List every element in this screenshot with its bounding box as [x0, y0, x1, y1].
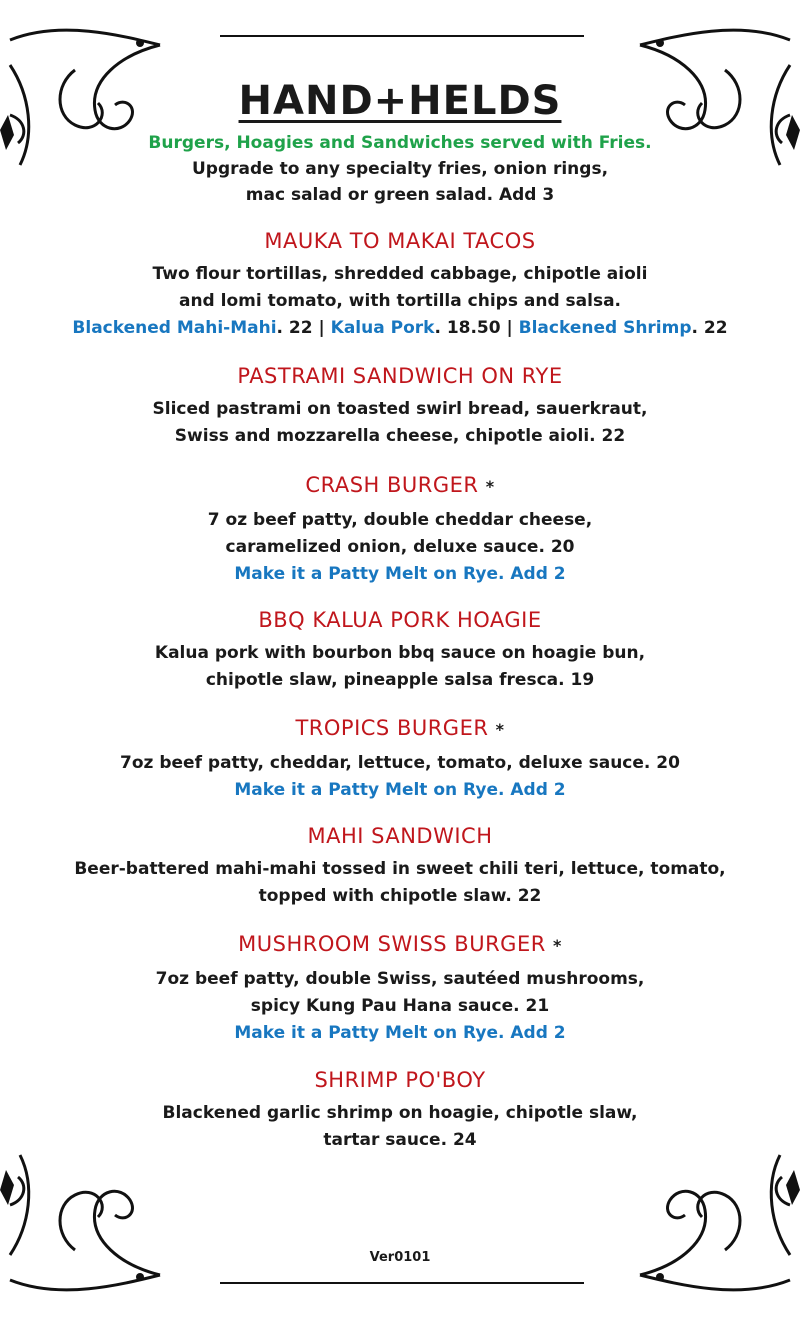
intro [0, 130, 800, 208]
description-line: topped with chipotle slaw. 22 [258, 886, 542, 906]
item-description [0, 856, 800, 910]
raw-warning-star: * [495, 720, 505, 739]
description-line: 7oz beef patty, double Swiss, sautéed mushrooms, [155, 969, 645, 989]
option-price: . 22 | [276, 318, 331, 338]
description-line: Sliced pastrami on toasted swirl bread, sauerkraut, [152, 399, 648, 419]
item-description [0, 507, 800, 588]
item-name: PASTRAMI SANDWICH ON RYE [237, 364, 563, 388]
addon-line: Make it a Patty Melt on Rye. Add 2 [234, 564, 566, 584]
item-name: MAUKA TO MAKAI TACOS [264, 229, 536, 253]
item-name: CRASH BURGER [305, 473, 479, 497]
item-name: SHRIMP PO'BOY [314, 1068, 486, 1092]
menu-item [0, 1066, 800, 1154]
item-name-row [0, 930, 800, 960]
addon-line: Make it a Patty Melt on Rye. Add 2 [234, 780, 566, 800]
item-description [0, 1100, 800, 1154]
description-line: Two flour tortillas, shredded cabbage, chipotle aioli [152, 264, 648, 284]
item-name: MAHI SANDWICH [307, 824, 493, 848]
menu-item [0, 362, 800, 450]
item-name: BBQ KALUA PORK HOAGIE [258, 608, 542, 632]
option-price: . 18.50 | [434, 318, 519, 338]
intro-subtitle: Burgers, Hoagies and Sandwiches served with Fries. [148, 133, 652, 153]
description-line: spicy Kung Pau Hana sauce. 21 [250, 996, 550, 1016]
description-line: and lomi tomato, with tortilla chips and salsa. [178, 291, 621, 311]
menu-item [0, 822, 800, 910]
menu-item [0, 714, 800, 804]
intro-line: Upgrade to any specialty fries, onion rings, [191, 159, 609, 179]
item-name: TROPICS BURGER [295, 716, 489, 740]
description-line: chipotle slaw, pineapple salsa fresca. 19 [205, 670, 595, 690]
option-price: . 22 [691, 318, 728, 338]
raw-warning-star: * [553, 936, 562, 955]
item-description [0, 640, 800, 694]
description-line: caramelized onion, deluxe sauce. 20 [225, 537, 575, 557]
option-mahi: Blackened Mahi-Mahi [72, 318, 277, 338]
menu-item [0, 930, 800, 1047]
description-line: Blackened garlic shrimp on hoagie, chipotle slaw, [162, 1103, 638, 1123]
description-line: 7 oz beef patty, double cheddar cheese, [207, 510, 593, 530]
options-line [0, 315, 800, 342]
bottom-rule [220, 1282, 584, 1284]
item-name-row [0, 714, 800, 744]
description-line: 7oz beef patty, cheddar, lettuce, tomato, deluxe sauce. 20 [120, 753, 680, 773]
description-line: Kalua pork with bourbon bbq sauce on hoagie bun, [154, 643, 646, 663]
item-name-row [0, 471, 800, 501]
top-rule [220, 35, 584, 37]
swirl-ornament-icon [0, 1135, 175, 1295]
menu-item [0, 227, 800, 342]
description-line: Swiss and mozzarella cheese, chipotle aioli. 22 [174, 426, 626, 446]
item-name: MUSHROOM SWISS BURGER [238, 932, 546, 956]
option-shrimp: Blackened Shrimp [518, 318, 692, 338]
option-pork: Kalua Pork [330, 318, 435, 338]
addon-line: Make it a Patty Melt on Rye. Add 2 [234, 1023, 566, 1043]
item-description [0, 396, 800, 450]
item-description [0, 261, 800, 342]
description-line: Beer-battered mahi-mahi tossed in sweet chili teri, lettuce, tomato, [74, 859, 726, 879]
swirl-ornament-icon [625, 1135, 800, 1295]
intro-line: mac salad or green salad. Add 3 [245, 185, 555, 205]
menu-item [0, 606, 800, 694]
description-line: tartar sauce. 24 [323, 1130, 477, 1150]
raw-warning-star: * [485, 477, 495, 496]
page-title: HAND+HELDS [238, 78, 562, 124]
version-label: Ver0101 [369, 1250, 431, 1265]
item-description [0, 750, 800, 804]
menu-item [0, 471, 800, 588]
item-description [0, 966, 800, 1047]
